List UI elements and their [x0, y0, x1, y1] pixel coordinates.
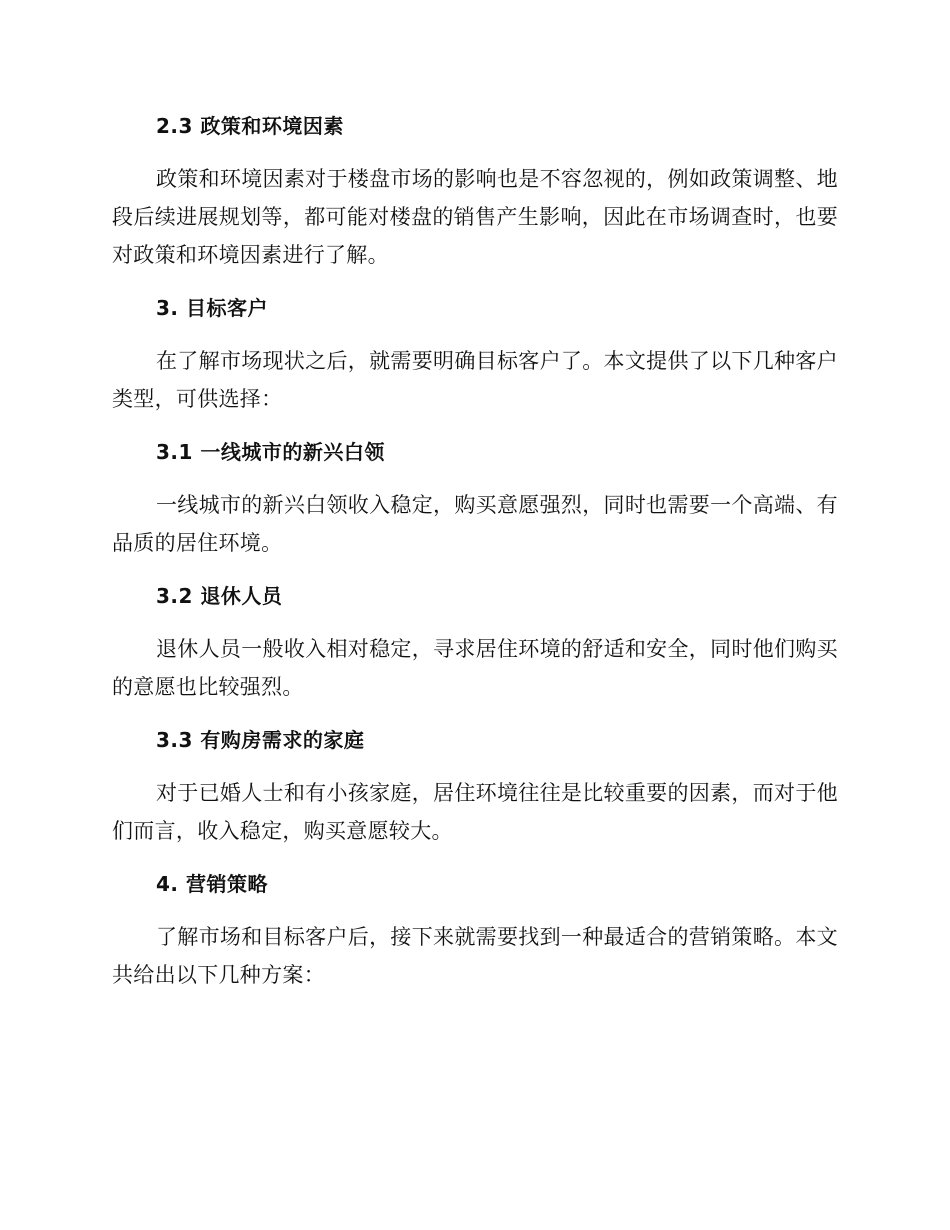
section-paragraph: 在了解市场现状之后，就需要明确目标客户了。本文提供了以下几种客户类型，可供选择：	[112, 349, 838, 411]
section-retirees	[112, 578, 838, 706]
section-heading: 3.3 有购房需求的家庭	[156, 728, 365, 752]
section-target-customers	[112, 290, 838, 418]
section-marketing-strategy	[112, 866, 838, 994]
section-heading: 2.3 政策和环境因素	[156, 114, 344, 138]
section-paragraph: 了解市场和目标客户后，接下来就需要找到一种最适合的营销策略。本文共给出以下几种方案：	[112, 925, 838, 987]
section-heading: 3.2 退休人员	[156, 584, 283, 608]
section-white-collar	[112, 434, 838, 562]
section-paragraph: 退休人员一般收入相对稳定，寻求居住环境的舒适和安全，同时他们购买的意愿也比较强烈。	[112, 637, 838, 699]
section-paragraph: 政策和环境因素对于楼盘市场的影响也是不容忽视的，例如政策调整、地段后续进展规划等，都可能对楼盘的销售产生影响，因此在市场调查时，也要对政策和环境因素进行了解。	[112, 167, 838, 267]
section-heading: 4. 营销策略	[156, 872, 268, 896]
section-paragraph: 一线城市的新兴白领收入稳定，购买意愿强烈，同时也需要一个高端、有品质的居住环境。	[112, 493, 838, 555]
section-heading: 3.1 一线城市的新兴白领	[156, 440, 385, 464]
section-families	[112, 722, 838, 850]
section-heading: 3. 目标客户	[156, 296, 268, 320]
section-policy-environment	[112, 108, 838, 274]
section-paragraph: 对于已婚人士和有小孩家庭，居住环境往往是比较重要的因素，而对于他们而言，收入稳定，购买意愿较大。	[112, 781, 838, 843]
